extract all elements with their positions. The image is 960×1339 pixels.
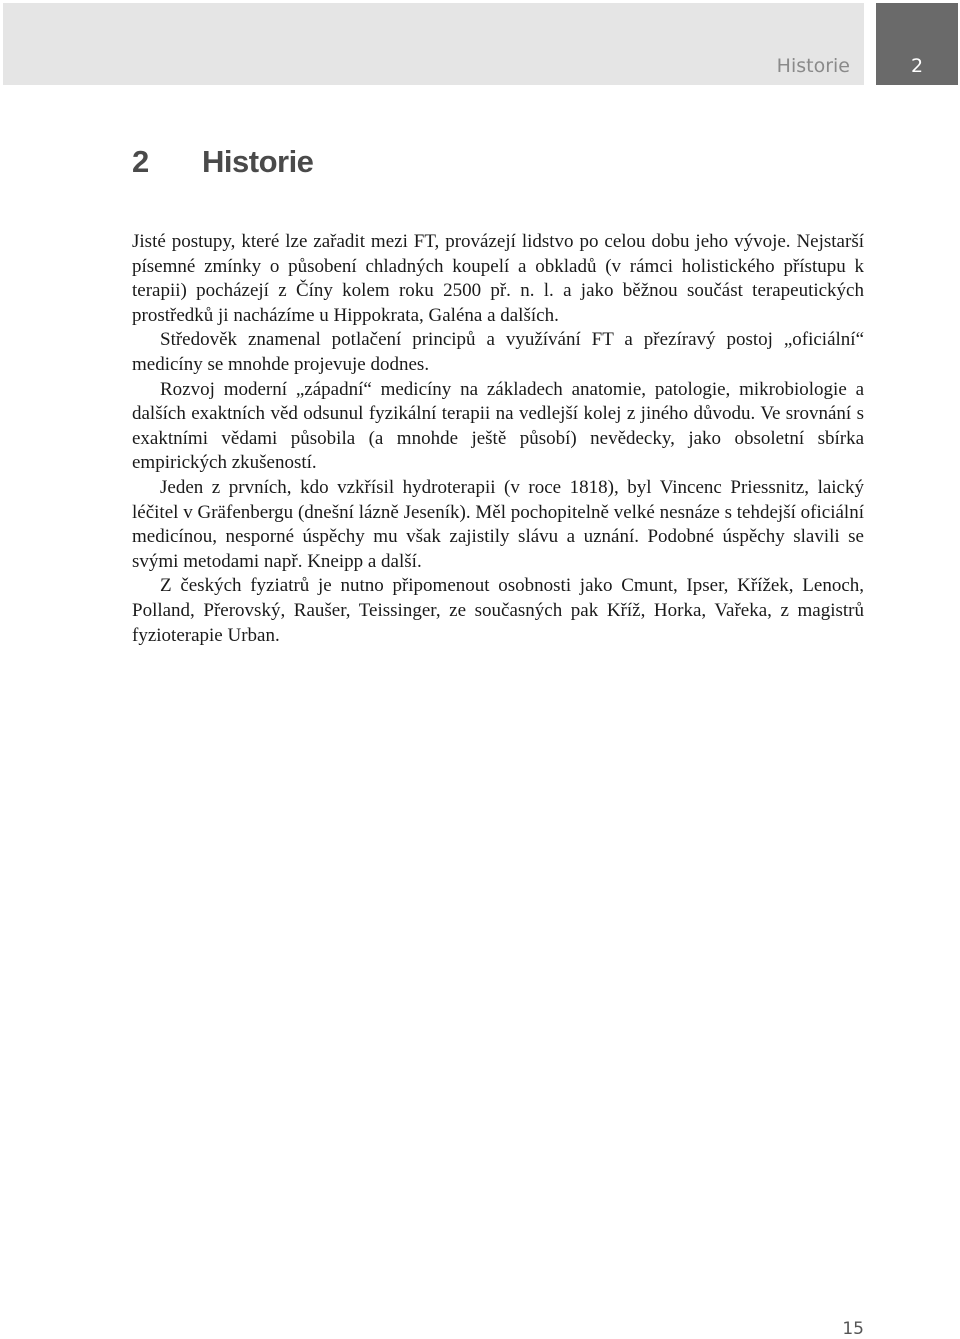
paragraph: Jisté postupy, které lze zařadit mezi FT, provázejí lidstvo po celou dobu jeho vývoje. Nejstarší písemné zmínky o působení chladných koupelí a obkladů (v rámci holistického přístupu k terapii) pocházejí z Číny kolem roku 2500 př. n. l. a jako běžnou součást terapeutických prostředků ji nacházíme u Hippokrata, Galéna a dalších. (132, 231, 864, 326)
body-text (132, 230, 864, 648)
paragraph: Jeden z prvních, kdo vzkřísil hydroterapii (v roce 1818), byl Vincenc Priessnitz, laický léčitel v Gräfenbergu (dnešní lázně Jeseník). Měl pochopitelně velké nesnáze s tehdejší oficiální medicínou, nesporné úspěchy mu však zajistily slávu a uznání. Podobné úspěchy slavili se svými metodami např. Kneipp a další. (132, 476, 864, 572)
chapter-heading (132, 142, 313, 182)
page-number: 15 (842, 1319, 864, 1339)
chapter-heading-title: Historie (202, 144, 314, 179)
running-header-title: Historie (776, 55, 850, 77)
running-header (3, 3, 864, 85)
paragraph: Rozvoj moderní „západní“ medicíny na základech anatomie, patologie, mikrobiologie a dalších exaktních věd odsunul fyzikální terapii na vedlejší kolej z jiného důvodu. Ve srovnání s exaktními vědami působila (a mnohde ještě působí) nevědecky, jako obsoletní sbírka empirických zkušeností. (132, 378, 864, 474)
chapter-heading-number: 2 (132, 144, 149, 179)
paragraph: Středověk znamenal potlačení principů a využívání FT a přezíravý postoj „oficiální“ medicíny se mnohde projevuje dodnes. (132, 329, 864, 375)
paragraph: Z českých fyziatrů je nutno připomenout osobnosti jako Cmunt, Ipser, Křížek, Lenoch, Polland, Přerovský, Raušer, Teissinger, ze současných pak Kříž, Horka, Vařeka, z magistrů fyzioterapie Urban. (132, 575, 864, 646)
chapter-tab (876, 3, 958, 85)
chapter-tab-number: 2 (910, 55, 924, 77)
